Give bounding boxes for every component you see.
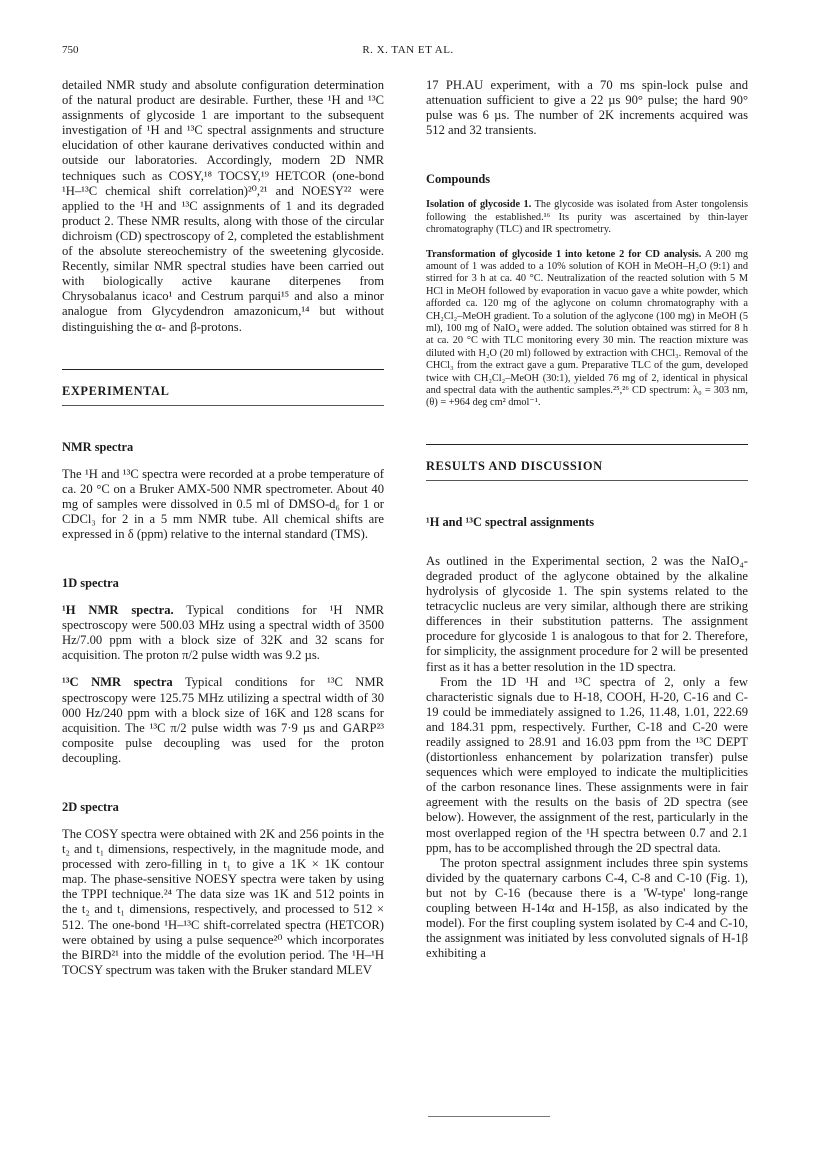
isolation-paragraph [426,199,748,236]
intro-paragraph: detailed NMR study and absolute configuration determination of the natural product are desirable. Further, these ¹H and ¹³C assignments of glycoside 1 are important to the subsequent investigation of ¹H and ¹³C spectral assignments and structure elucidation of other kaurane derivatives conducted within and outside our laboratories. Accordingly, modern 2D NMR techniques such as COSY,¹⁸ TOCSY,¹⁹ HETCOR (one-bond ¹H–¹³C chemical shift correlation)²⁰,²¹ and NOESY²² were applied to the ¹H and ¹³C assignments of 1 and its degraded product 2. These NMR results, along with those of the circular dichroism (CD) spectroscopy of 2, completed the establishment of the absolute stereochemistry of the sweetening glycoside. Recently, similar NMR spectral studies have been carried out with biologically active kaurane diterpenes from Chrysobalanus icaco¹ and Cestrum parqui¹⁵ and also a minor analogue from Glycydendron amazonicum,¹⁴ but without distinguishing the α- and β-protons. [62,78,384,334]
heading-2d-spectra: 2D spectra [62,800,119,814]
bottom-rule [428,1116,550,1117]
section-title-results: RESULTS AND DISCUSSION [426,458,603,473]
results-paragraph-2: From the 1D ¹H and ¹³C spectra of 2, only a few characteristic signals due to H-18, COOH, H-20, C-16 and C-19 could be immediately assigned to 1.26, 11.48, 1.01, 222.69 and 184.31 ppm, respectively. Further, C-18 and C-20 were readily assigned to 28.91 and 16.03 ppm from the ¹³C DEPT (distortionless enhancement by polarization transfer) pulse sequences which were employed to indicate the multiplicities of the carbon resonance lines. These assignments were in fair agreement with the results on the basis of 2D spectra (see below). However, the assignment of the rest, particularly in the most overlapped region of the ¹H spectra between 0.7 and 2.1 ppm, has to be accomplished through the 2D spectral data. [426,674,748,855]
running-head: R. X. TAN ET AL. [362,44,454,56]
heading-assignments: ¹H and ¹³C spectral assignments [426,514,595,529]
h-nmr-paragraph [62,603,384,663]
h-nmr-label: ¹H NMR spectra. [62,603,174,618]
c-nmr-paragraph [62,675,384,766]
c-nmr-text: Typical conditions for ¹³C NMR spectroscopy were 125.75 MHz utilizing a spectral width of 30 000 Hz/240 ppm with a block size of 16K and 128 scans for acquisition. The ¹³C π/2 pulse width was 7·9 µs and GARP²³ composite pulse decoupling was used for the proton decoupling. [62,675,385,765]
c-nmr-label: ¹³C NMR spectra [62,675,173,690]
heading-compounds: Compounds [426,172,491,187]
page-number: 750 [62,44,79,56]
nmr-spectra-text: The ¹H and ¹³C spectra were recorded at a probe temperature of ca. 20 °C on a Bruker AMX-500 NMR spectrometer. About 40 mg of samples were dissolved in 0.5 ml of DMSO-d₆ for 1 or CDCl₃ for 2 in a 5 mm NMR tube. All chemical shifts are expressed in δ (ppm) relative to the internal standard (TMS). [62,466,384,541]
continuation-text: 17 PH.AU experiment, with a 70 ms spin-lock pulse and attenuation sufficient to give a 22 µs 90° pulse; the hard 90° pulse was 6 µs. The number of 2K increments acquired was 512 and 32 transients. [426,78,748,138]
isolation-text: The glycoside was isolated from Aster tongolensis following the established.¹⁶ Its purity was ascertained by thin-layer chromatography (TLC) and IR spectrometry. [426,199,749,236]
right-column [426,78,748,961]
section-experimental [62,369,384,406]
section-title-experimental: EXPERIMENTAL [62,383,170,398]
heading-nmr-spectra: NMR spectra [62,439,134,454]
left-column [62,78,384,978]
results-paragraph-1: As outlined in the Experimental section, 2 was the NaIO₄-degraded product of the aglycone obtained by the alkaline hydrolysis of glycoside 1. The spin systems related to the tetracyclic nucleus are very similar, although there are striking differences in their substitution patterns. The assignment procedure for glycoside 1 is analogous to that for 2. Therefore, for simplicity, the assignment procedure for 2 will be presented first as it has a better resolution in the 1D spectra. [426,553,748,674]
results-paragraph-3: The proton spectral assignment includes three spin systems divided by the quaternary carbons C-4, C-8 and C-10 (Fig. 1), but not by C-16 (because there is a 'W-type' long-range coupling between H-14α and H-15β, as also indicated by the model). For the first coupling system isolated by C-4 and C-10, the assignment was initiated by less convoluted signals of H-1β exhibiting a [426,855,748,961]
transformation-label: Transformation of glycoside 1 into ketone 2 for CD analysis. [426,248,702,260]
transformation-text: A 200 mg amount of 1 was added to a 10% solution of KOH in MeOH–H₂O (9:1) and stirred for 3 h at ca. 40 °C. Neutralization of the reacted solution with 5 M HCl in MeOH followed by evaporation in vacuo gave a white powder, which afforded ca. 120 mg of the aglycone on column chromatography with a CH₂Cl₂–MeOH gradient. To a solution of the aglycone (100 mg) in MeOH (5 ml), 100 mg of NaIO₄ were added. The solution obtained was stirred for 8 h at ca. 20 °C with TLC monitoring every 30 min. The reaction mixture was diluted with H₂O (20 ml) followed by extraction with CHCl₃. Removal of the CHCl₃ from the extract gave a gum. Preparative TLC of the gum, developed twice with CH₂Cl₂–MeOH (30:1), yielded 76 mg of 2, identical in physical and spectral data with the authentic samples.²⁵,²⁶ CD spectrum: λ₀ = 303 nm, (θ) = +964 deg cm² dmol⁻¹. [426,248,748,409]
2d-spectra-text: The COSY spectra were obtained with 2K and 256 points in the t₂ and t₁ dimensions, respectively, in the magnitude mode, and processed with zero-filling in t₁ to give a 1K × 1K contour map. The phase-sensitive NOESY spectra were taken by using the TPPI technique.²⁴ The data size was 1K and 512 points in the t₂ and t₁ dimensions, respectively, and processed to 512 × 512. The one-bond ¹H–¹³C shift-correlated spectra (HETCOR) were obtained by using a pulse sequence²⁰ which incorporates the BIRD²¹ into the middle of the evolution period. The ¹H–¹H TOCSY spectrum was taken with the Bruker standard MLEV [62,827,384,977]
h-nmr-text: Typical conditions for ¹H NMR spectroscopy were 500.03 MHz using a spectral width of 3500 Hz/7.00 ppm with a block size of 32K and 32 scans for acquisition. The proton π/2 pulse width was 9.2 µs. [62,603,384,663]
heading-1d-spectra: 1D spectra [62,576,119,591]
section-results [426,444,748,481]
isolation-label: Isolation of glycoside 1. [426,199,532,211]
transformation-paragraph [426,249,748,410]
